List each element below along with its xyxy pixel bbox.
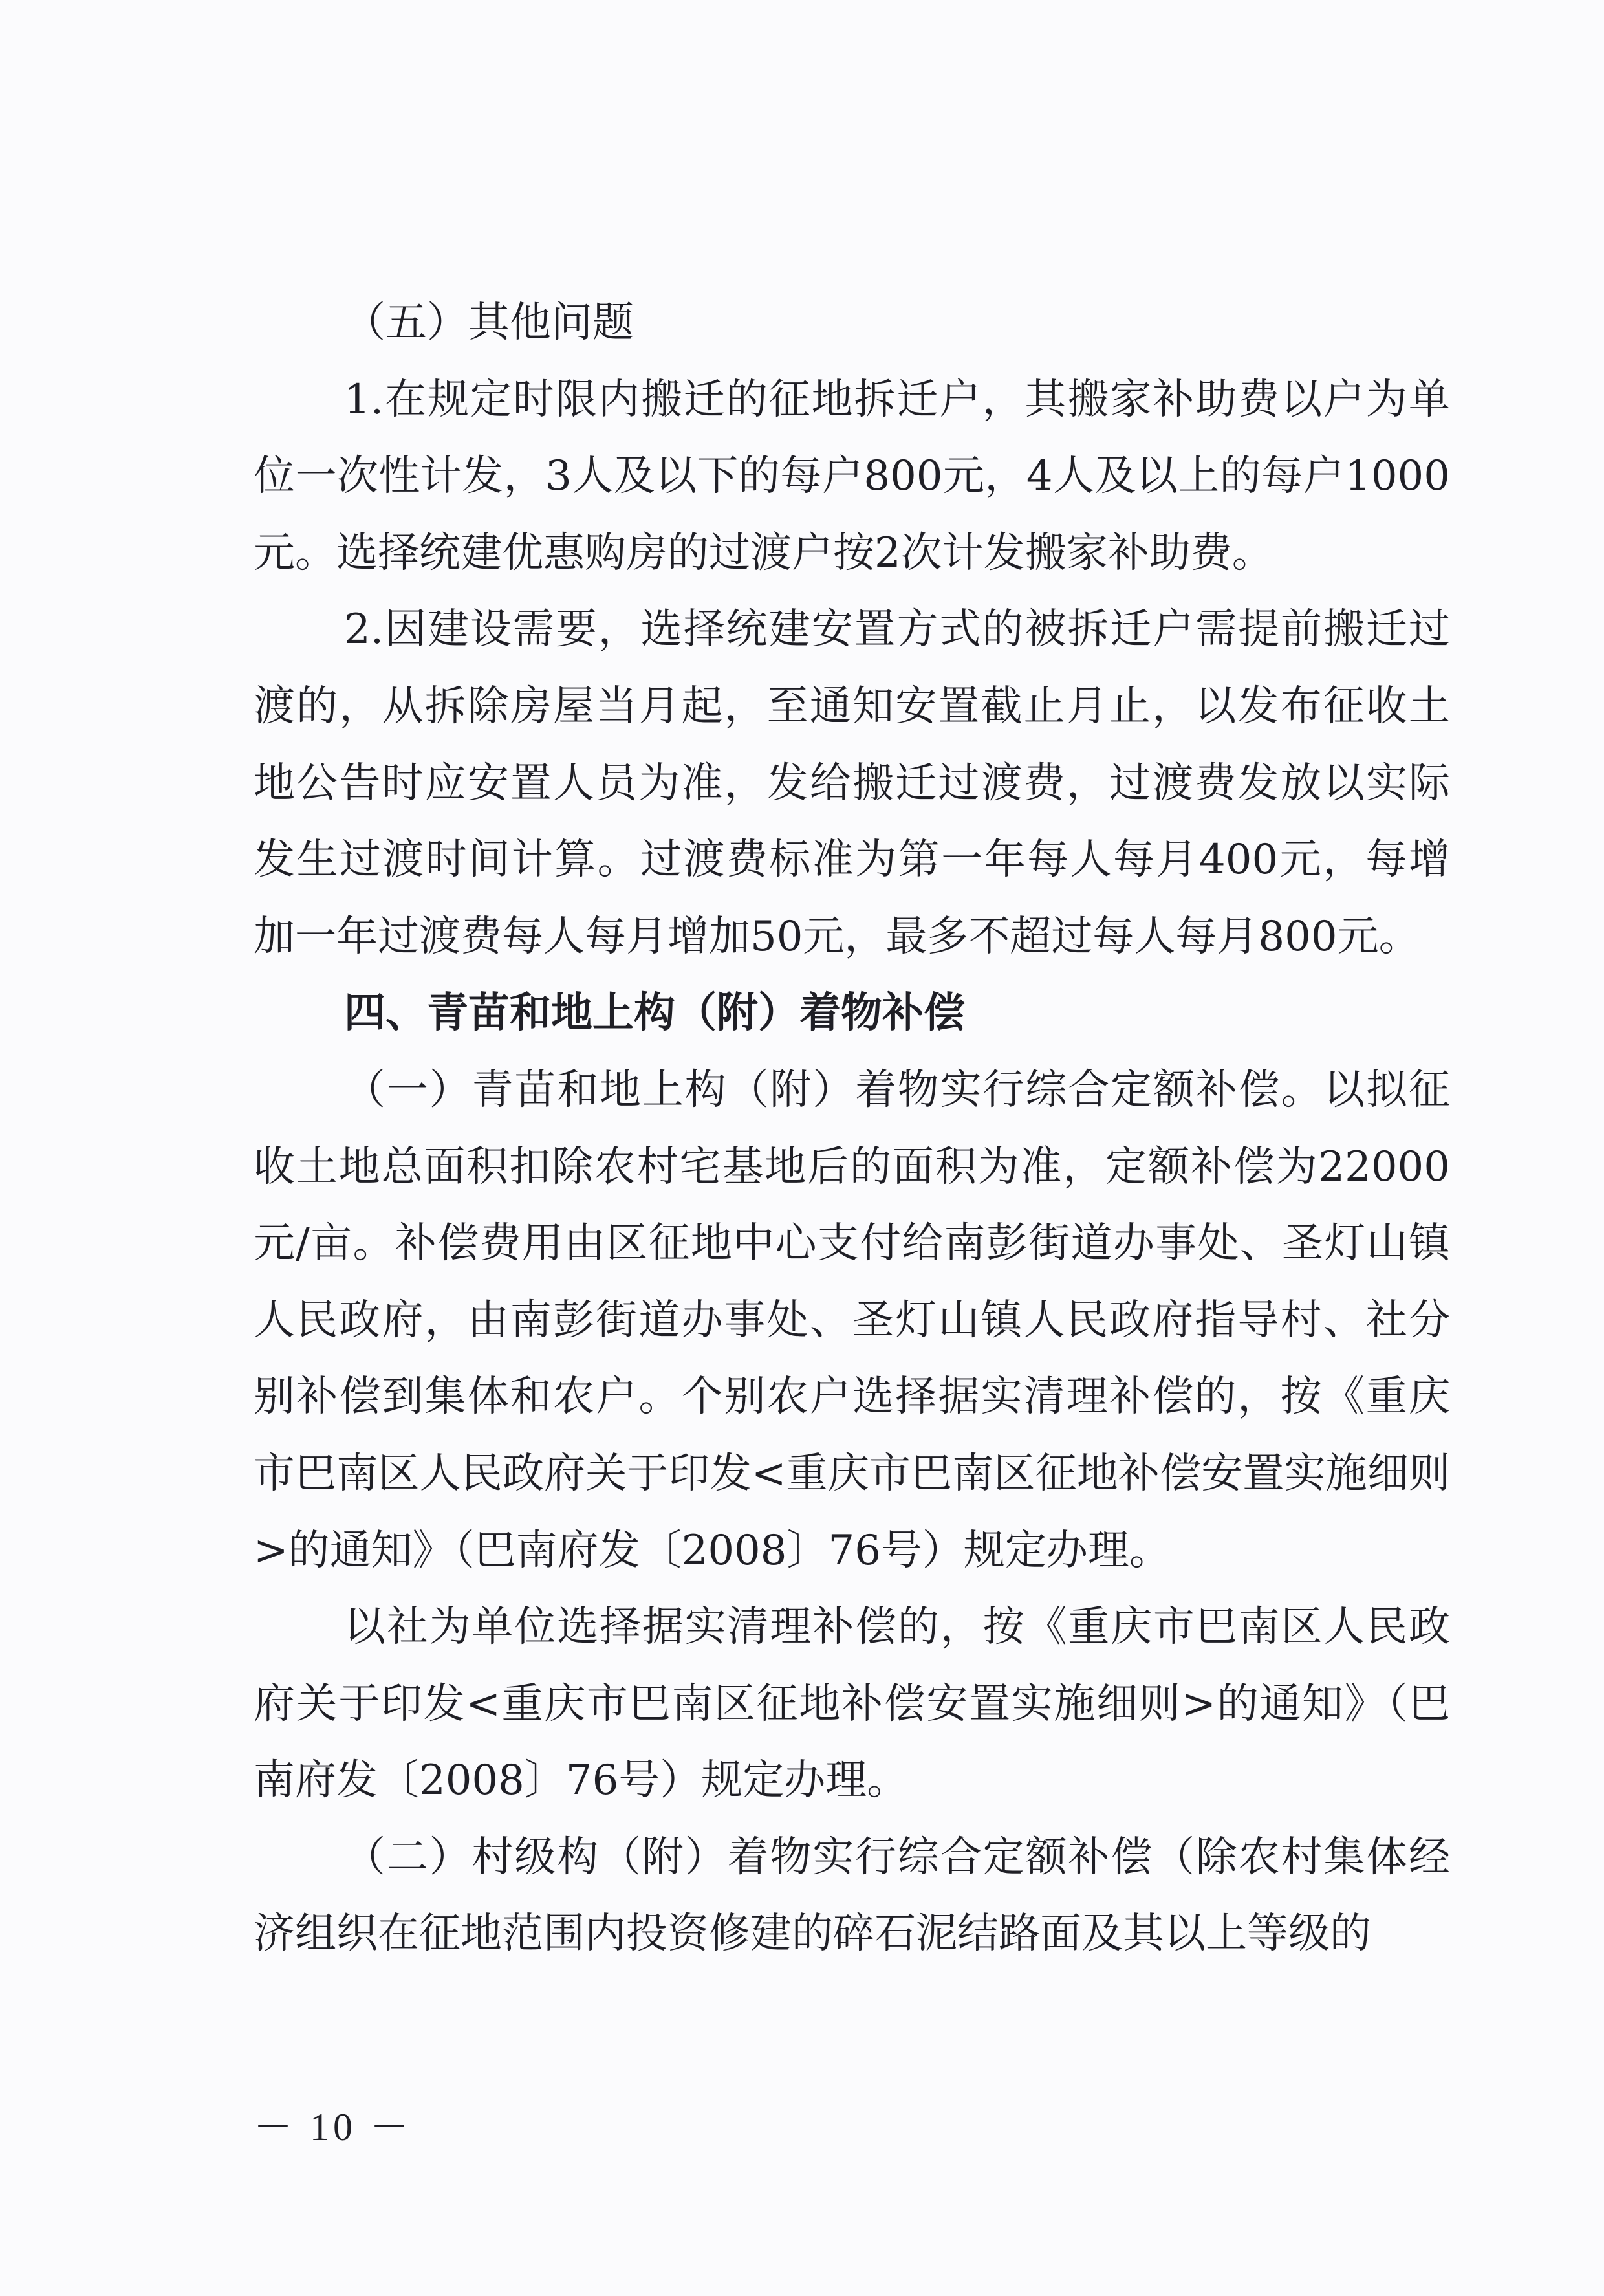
paragraph-transition-fee: 2.因建设需要，选择统建安置方式的被拆迁户需提前搬迁过渡的，从拆除房屋当月起，至通知安置截止月止，以发布征收土地公告时应安置人员为准，发给搬迁过渡费，过渡费发放以实际发生过渡时间计算。过渡费标准为第一年每人每月400元，每增加一年过渡费每人每月增加50元，最多不超过每人每月800元。 — [254, 606, 1450, 961]
paragraph-crop-compensation: （一）青苗和地上构（附）着物实行综合定额补偿。以拟征收土地总面积扣除农村宅基地后的面积为准，定额补偿为22000元/亩。补偿费用由区征地中心支付给南彭街道办事处、圣灯山镇人民政府，由南彭街道办事处、圣灯山镇人民政府指导村、社分别补偿到集体和农户。个别农户选择据实清理补偿的，按《重庆市巴南区人民政府关于印发<重庆市巴南区征地补偿安置实施细则>的通知》（巴南府发〔2008〕76号）规定办理。 — [254, 1066, 1450, 1575]
subheading-other-issues: （五）其他问题 — [344, 299, 634, 347]
paragraph-village-structures: （二）村级构（附）着物实行综合定额补偿（除农村集体经济组织在征地范围内投资修建的碎石泥结路面及其以上等级的 — [254, 1833, 1450, 1958]
section-heading-compensation: 四、青苗和地上构（附）着物补偿 — [344, 989, 965, 1038]
document-body — [254, 285, 1450, 1973]
page-number: － 10 － — [254, 2106, 413, 2148]
paragraph-moving-subsidy: 1.在规定时限内搬迁的征地拆迁户，其搬家补助费以户为单位一次性计发，3人及以下的每户800元，4人及以上的每户1000元。选择统建优惠购房的过渡户按2次计发搬家补助费。 — [254, 375, 1450, 577]
paragraph-cooperative-compensation: 以社为单位选择据实清理补偿的，按《重庆市巴南区人民政府关于印发<重庆市巴南区征地补偿安置实施细则>的通知》（巴南府发〔2008〕76号）规定办理。 — [254, 1603, 1450, 1805]
